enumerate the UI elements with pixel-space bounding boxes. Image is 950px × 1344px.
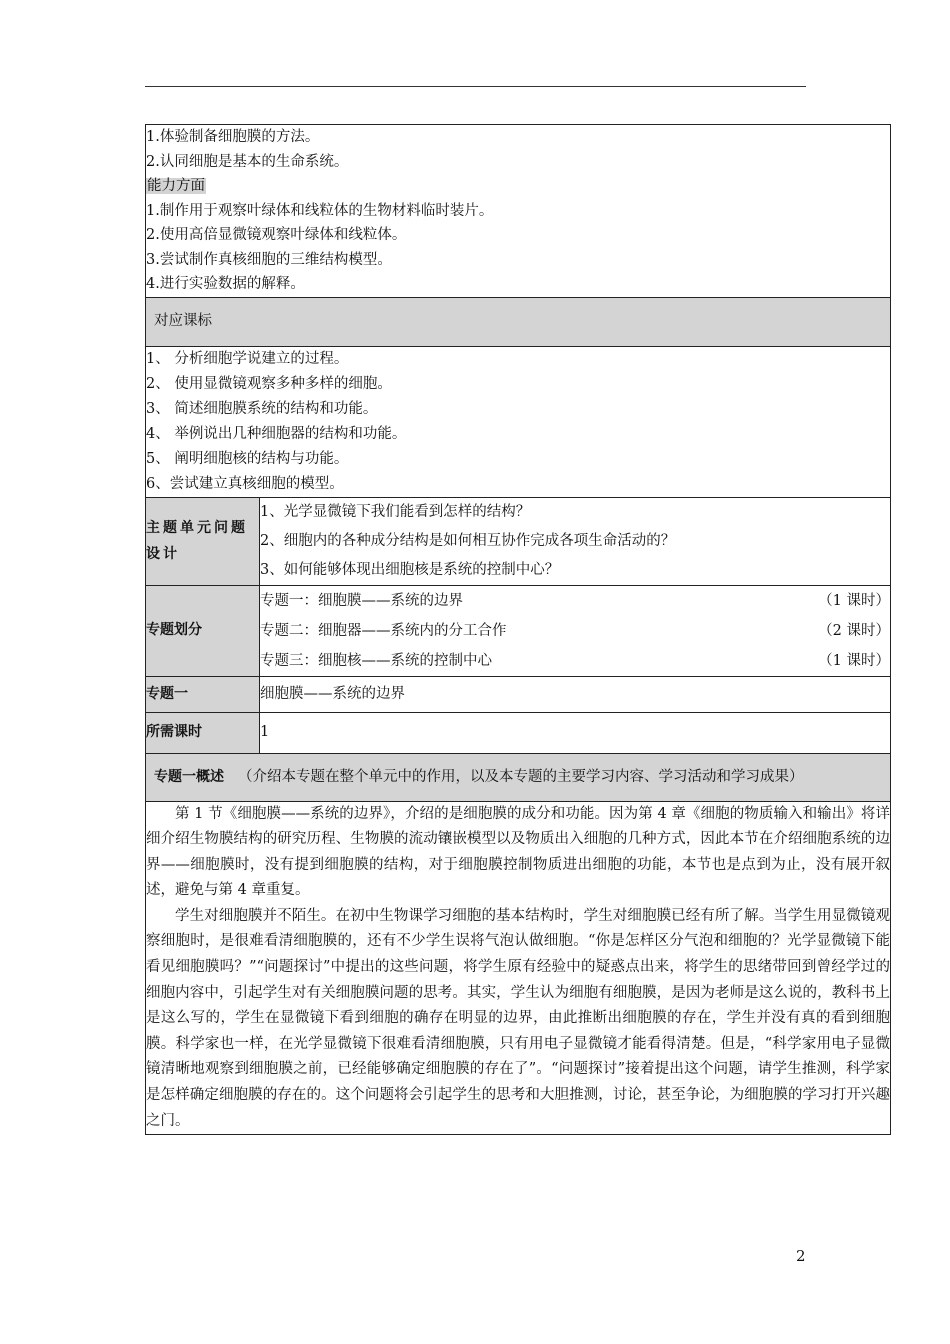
page-number: 2 [796, 1247, 806, 1265]
overview-paragraph: 学生对细胞膜并不陌生。在初中生物课学习细胞的基本结构时，学生对细胞膜已经有所了解。当学生用显微镜观察细胞时，是很难看清细胞膜的，还有不少学生误将气泡认做细胞。“你是怎样区分气泡和细胞的？光学显微镜下能看见细胞膜吗？”“问题探讨”中提出的这些问题，将学生原有经验中的疑惑点出来，将学生的思绪带回到曾经学过的细胞内容中，引起学生对有关细胞膜问题的思考。其实，学生认为细胞有细胞膜，是因为老师是这么说的，教科书上是这么写的，学生在显微镜下看到细胞的确存在明显的边界，由此推断出细胞膜的存在，学生并没有真的看到细胞膜。科学家也一样，在光学显微镜下很难看清细胞膜，只有用电子显微镜才能看得清楚。但是，“科学家用电子显微镜清晰地观察到细胞膜之前，已经能够确定细胞膜的存在了”。“问题探讨”接着提出这个问题，请学生推测，科学家是怎样确定细胞膜的存在的。这个问题将会引起学生的思考和大胆推测，讨论，甚至争论，为细胞膜的学习打开兴趣之门。 [146, 907, 890, 1129]
topic-hours: （2 课时） [818, 622, 890, 639]
goal-item: 2.认同细胞是基本的生命系统。 [146, 153, 349, 170]
ability-item: 3.尝试制作真核细胞的三维结构模型。 [146, 251, 392, 268]
overview-paragraph: 第 1 节《细胞膜——系统的边界》，介绍的是细胞膜的成分和功能。因为第 4 章《细胞的物质输入和输出》将详细介绍生物膜结构的研究历程、生物膜的流动镶嵌模型以及物质出入细胞的几种方式，因此本节在介绍细胞系统的边界——细胞膜时，没有提到细胞膜的结构，对于细胞膜控制物质进出细胞的功能，本节也是点到为止，没有展开叙述，避免与第 4 章重复。 [146, 805, 890, 899]
division-row [146, 585, 891, 676]
goal-item: 1.体验制备细胞膜的方法。 [146, 129, 320, 145]
header-rule [145, 86, 806, 87]
topic1-label: 专题一 [146, 676, 260, 712]
topic-hours: （1 课时） [818, 652, 890, 669]
topic-name: 专题三：细胞核——系统的控制中心 [260, 652, 492, 669]
question-item: 3、如何能够体现出细胞核是系统的控制中心？ [260, 561, 560, 578]
topic-division-item [260, 616, 890, 646]
topic-division-item [260, 586, 890, 616]
standard-item: 2、 使用显微镜观察多种多样的细胞。 [146, 375, 392, 392]
topic1-value: 细胞膜——系统的边界 [260, 676, 891, 712]
standards-heading: 对应课标 [154, 313, 212, 330]
question-item: 2、细胞内的各种成分结构是如何相互协作完成各项生命活动的？ [260, 532, 676, 549]
question-item: 1、光学显微镜下我们能看到怎样的结构？ [260, 503, 531, 520]
overview-heading-row [146, 753, 891, 801]
standard-item: 1、 分析细胞学说建立的过程。 [146, 350, 349, 367]
ability-item: 2.使用高倍显微镜观察叶绿体和线粒体。 [146, 227, 407, 243]
hours-label: 所需课时 [146, 712, 260, 753]
overview-label: 专题一概述 [154, 768, 224, 785]
topic-name: 专题一：细胞膜——系统的边界 [260, 592, 463, 609]
ability-heading: 能力方面 [147, 178, 205, 194]
questions-label: 主题单元问题设计 [146, 497, 260, 585]
questions-row [146, 497, 891, 585]
overview-note: （介绍本专题在整个单元中的作用，以及本专题的主要学习内容、学习活动和学习成果） [238, 768, 804, 785]
topic-name: 专题二：细胞器——系统内的分工合作 [260, 622, 507, 639]
topic1-row [146, 676, 891, 712]
standard-item: 6、尝试建立真核细胞的模型。 [146, 475, 344, 492]
topic-hours: （1 课时） [818, 592, 890, 609]
standards-row [146, 346, 891, 497]
standards-heading-row [146, 297, 891, 346]
standard-item: 5、 阐明细胞核的结构与功能。 [146, 450, 349, 467]
overview-body-row [146, 801, 891, 1135]
ability-item: 1.制作用于观察叶绿体和线粒体的生物材料临时装片。 [146, 202, 494, 219]
hours-row [146, 712, 891, 753]
goals-row [146, 125, 891, 298]
hours-value: 1 [260, 712, 891, 753]
topic-division-item [260, 646, 890, 676]
ability-item: 4.进行实验数据的解释。 [146, 276, 305, 292]
division-label: 专题划分 [146, 585, 260, 676]
standard-item: 3、 简述细胞膜系统的结构和功能。 [146, 400, 378, 417]
standard-item: 4、 举例说出几种细胞器的结构和功能。 [146, 425, 407, 442]
lesson-plan-table [145, 124, 891, 1135]
